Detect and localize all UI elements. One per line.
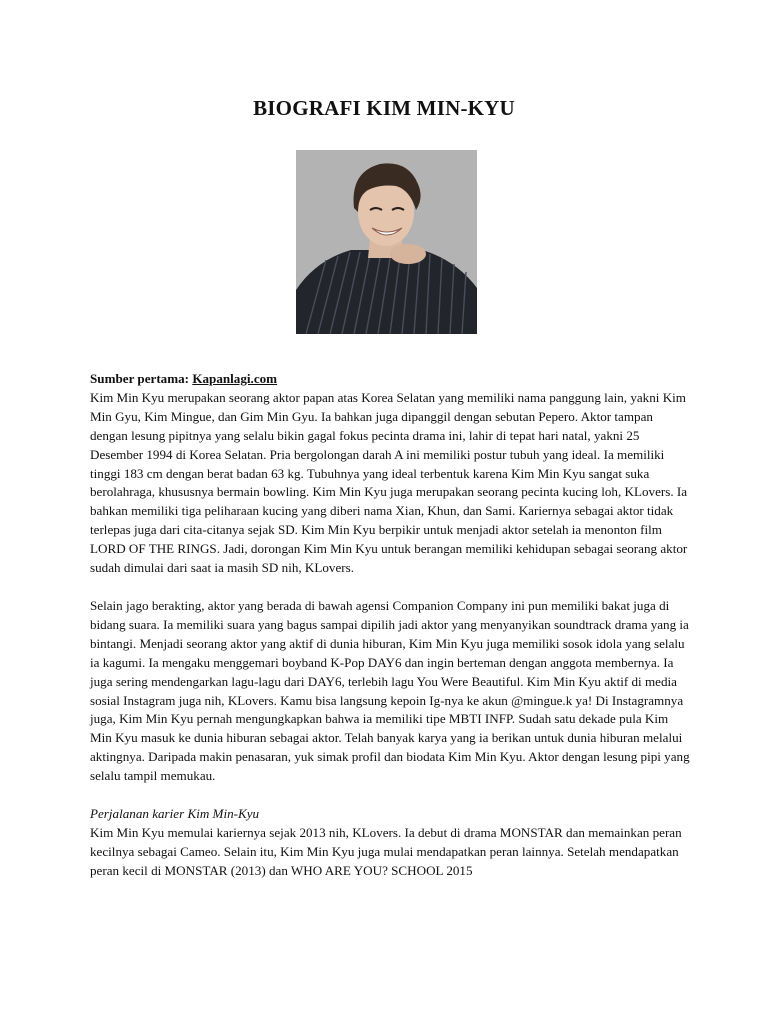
source-line xyxy=(90,370,690,389)
source-link[interactable]: Kapanlagi.com xyxy=(192,371,278,386)
portrait-photo xyxy=(296,150,477,334)
portrait-illustration xyxy=(296,150,477,334)
source-label: Sumber pertama: xyxy=(90,371,190,386)
section-subheading: Perjalanan karier Kim Min-Kyu xyxy=(90,806,260,822)
page-title: BIOGRAFI KIM MIN-KYU xyxy=(253,96,515,120)
paragraph-3: Kim Min Kyu memulai kariernya sejak 2013 nih, KLovers. Ia debut di drama MONSTAR dan memainkan peran kecilnya sebagai Cameo. Selain itu, Kim Min Kyu juga mulai mendapatkan peran lainnya. Setelah mendapatkan peran kecil di MONSTAR (2013) dan WHO ARE YOU? SCHOOL 2015 xyxy=(90,824,682,878)
paragraph-2: Selain jago berakting, aktor yang berada di bawah agensi Companion Company ini pun memiliki bakat juga di bidang suara. Ia memiliki suara yang bagus sampai dipilih jadi aktor yang menyanyikan soundtrack drama yang ia bintangi. Menjadi seorang aktor yang aktif di dunia hiburan, Kim Min Kyu juga memiliki sosok idola yang selalu ia kagumi. Ia mengaku menggemari boyband K-Pop DAY6 dan ingin berteman dengan anggota membernya. Ia juga sering mendengarkan lagu-lagu dari DAY6, terlebih lagu You Were Beautiful. Kim Min Kyu aktif di media sosial Instagram juga nih, KLovers. Kamu bisa langsung kepoin Ig-nya ke akun @mingue.k ya! Di Instagramnya juga, Kim Min Kyu pernah mengungkapkan bahwa ia memiliki tipe MBTI INFP. Sudah satu dekade pula Kim Min Kyu masuk ke dunia hiburan sebagai aktor. Telah banyak karya yang ia berikan untuk dunia hiburan melalui aktingnya. Daripada makin penasaran, yuk simak profil dan biodata Kim Min Kyu. Aktor dengan lesung pipi yang selalu tampil memukau. xyxy=(90,597,690,784)
article-body xyxy=(90,370,690,881)
paragraph-1: Kim Min Kyu merupakan seorang aktor papan atas Korea Selatan yang memiliki nama panggung lain, yakni Kim Min Gyu, Kim Mingue, dan Gim Min Gyu. Ia bahkan juga dipanggil dengan sebutan Pepero. Aktor tampan dengan lesung pipitnya yang selalu bikin gagal fokus pecinta drama ini, lahir di tepat hari natal, yakni 25 Desember 1994 di Korea Selatan. Pria bergolongan darah A ini memiliki postur tubuh yang ideal. Ia memiliki tinggi 183 cm dengan berat badan 63 kg. Tubuhnya yang ideal terbentuk karena Kim Min Kyu sangat suka berolahraga, khususnya bermain bowling. Kim Min Kyu juga merupakan seorang pecinta kucing loh, KLovers. Ia bahkan memiliki tiga peliharaan kucing yang diberi nama Xian, Khun, dan Sami. Kariernya sebagai aktor tidak terlepas juga dari cita-citanya sejak SD. Kim Min Kyu berpikir untuk menjadi aktor setelah ia menonton film LORD OF THE RINGS. Jadi, dorongan Kim Min Kyu untuk berangan memiliki kehidupan sebagai seorang aktor sudah dimulai dari saat ia masih SD nih, KLovers. xyxy=(90,389,688,576)
